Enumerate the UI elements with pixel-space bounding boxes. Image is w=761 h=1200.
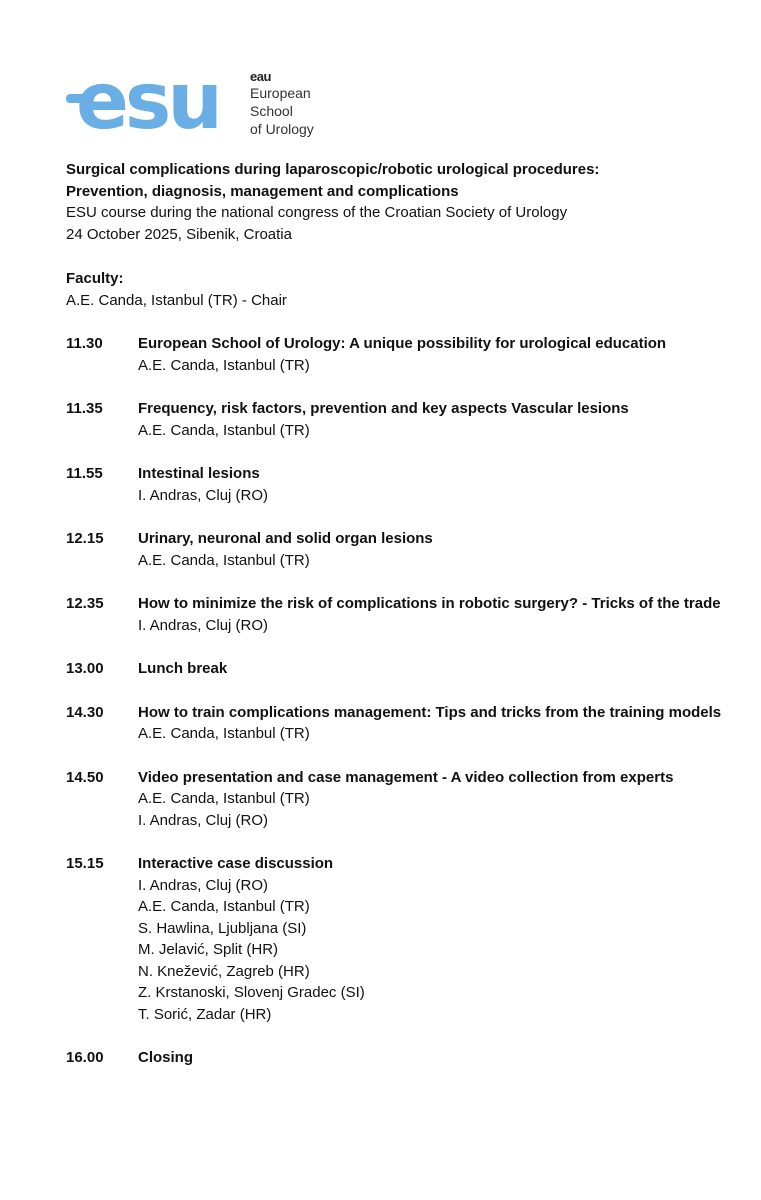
course-title-line1: Surgical complications during laparoscopic/robotic urological procedures: — [66, 161, 600, 178]
agenda-content — [138, 702, 738, 745]
agenda-speaker: M. Jelavić, Split (HR) — [138, 941, 279, 958]
esu-logo — [62, 64, 332, 144]
agenda-title: European School of Urology: A unique possibility for urological education — [138, 335, 667, 352]
agenda-speaker: I. Andras, Cluj (RO) — [138, 616, 269, 634]
agenda-time: 15.15 — [66, 855, 104, 872]
agenda-title: Interactive case discussion — [138, 855, 334, 872]
agenda-speaker: A.E. Canda, Istanbul (TR) — [138, 898, 310, 915]
agenda-content — [138, 593, 738, 636]
faculty-section — [66, 268, 736, 311]
agenda-item — [66, 528, 746, 571]
agenda-title: Closing — [138, 1049, 193, 1066]
agenda-content — [138, 767, 738, 832]
agenda-time: 13.00 — [66, 660, 104, 677]
agenda-item — [66, 702, 746, 745]
agenda-time: 16.00 — [66, 1049, 104, 1066]
agenda-time: 12.35 — [66, 595, 104, 612]
agenda-item — [66, 767, 746, 832]
course-subtitle: ESU course during the national congress of the Croatian Society of Urology — [66, 204, 568, 221]
agenda-content — [138, 398, 738, 441]
course-title-line2: Prevention, diagnosis, management and complications — [66, 182, 459, 200]
esu-logo-mark — [62, 64, 252, 144]
agenda-speaker: A.E. Canda, Istanbul (TR) — [138, 421, 310, 439]
agenda-content — [138, 1047, 738, 1069]
agenda-speaker: A.E. Canda, Istanbul (TR) — [138, 356, 310, 374]
faculty-heading: Faculty: — [66, 270, 124, 287]
logo-org-name: European School of Urology — [250, 85, 314, 137]
agenda-item — [66, 1047, 746, 1069]
agenda-content — [138, 463, 738, 506]
agenda-item — [66, 658, 746, 680]
agenda-title: How to minimize the risk of complications in robotic surgery? - Tricks of the trade — [138, 595, 721, 612]
course-header — [66, 159, 736, 245]
agenda-item — [66, 333, 746, 376]
agenda-item — [66, 463, 746, 506]
agenda-speaker: Z. Krstanoski, Slovenj Gradec (SI) — [138, 984, 365, 1001]
agenda-time: 14.30 — [66, 703, 104, 721]
agenda-title: How to train complications management: Tips and tricks from the training models — [138, 703, 722, 721]
agenda-content — [138, 333, 738, 376]
agenda-speaker: I. Andras, Cluj (RO) — [138, 486, 269, 504]
agenda-content — [138, 658, 738, 680]
agenda-title: Lunch break — [138, 660, 228, 677]
agenda-time: 12.15 — [66, 530, 104, 547]
esu-logo-text: esu — [76, 64, 219, 144]
agenda-speaker: A.E. Canda, Istanbul (TR) — [138, 725, 310, 742]
eau-logo-text: eau — [250, 69, 271, 84]
agenda-speaker: S. Hawlina, Ljubljana (SI) — [138, 919, 307, 937]
agenda-content — [138, 853, 738, 1025]
agenda-title: Intestinal lesions — [138, 465, 260, 482]
agenda-list — [66, 333, 746, 1069]
agenda-title: Video presentation and case management - A video collection from experts — [138, 768, 674, 786]
agenda-title: Frequency, risk factors, prevention and key aspects Vascular lesions — [138, 400, 629, 417]
agenda-time: 11.35 — [66, 400, 103, 417]
agenda-item — [66, 398, 746, 441]
course-date-place: 24 October 2025, Sibenik, Croatia — [66, 225, 292, 243]
agenda-speaker: N. Knežević, Zagreb (HR) — [138, 962, 310, 980]
agenda-content — [138, 528, 738, 571]
agenda-speaker: A.E. Canda, Istanbul (TR) — [138, 551, 310, 569]
agenda-speaker: A.E. Canda, Istanbul (TR) — [138, 790, 310, 807]
agenda-speaker: T. Sorić, Zadar (HR) — [138, 1005, 272, 1023]
agenda-speaker: I. Andras, Cluj (RO) — [138, 876, 269, 894]
agenda-item — [66, 593, 746, 636]
agenda-time: 11.30 — [66, 335, 103, 352]
agenda-item — [66, 853, 746, 1025]
agenda-time: 11.55 — [66, 465, 103, 482]
agenda-title: Urinary, neuronal and solid organ lesions — [138, 530, 433, 547]
agenda-speaker: I. Andras, Cluj (RO) — [138, 811, 269, 829]
faculty-members: A.E. Canda, Istanbul (TR) - Chair — [66, 291, 287, 309]
agenda-time: 14.50 — [66, 768, 104, 786]
